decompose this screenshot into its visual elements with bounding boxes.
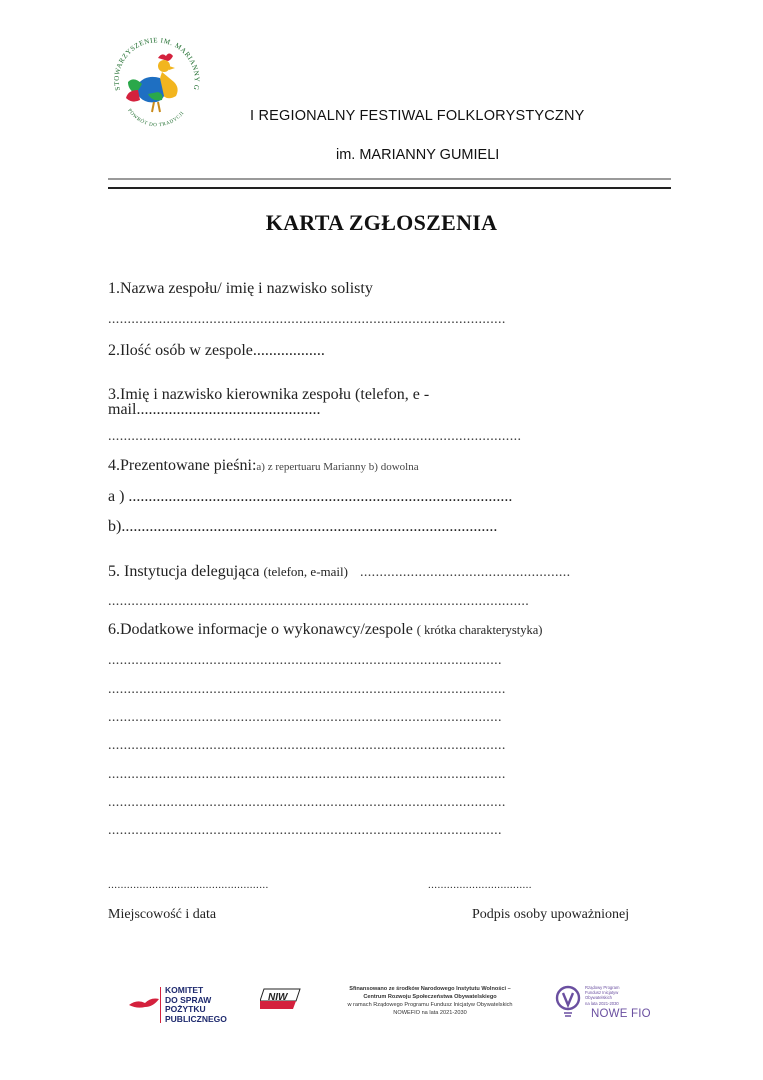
niw-logo — [260, 985, 306, 1025]
field-additional-line-6[interactable]: ...................................................................................................... — [108, 795, 506, 810]
field-songs-note: a) z repertuaru Marianny b) dowolna — [256, 461, 419, 473]
place-date-line[interactable]: ................................................... — [108, 879, 269, 891]
fio-small-4: na lata 2021-2030 — [585, 1000, 619, 1006]
field-team-name-label: 1.Nazwa zespołu/ imię i nazwisko solisty — [108, 280, 373, 297]
form-title: KARTA ZGŁOSZENIA — [265, 210, 498, 235]
field-additional-line-4[interactable]: ...................................................................................................... — [108, 738, 506, 753]
komitet-line-4: PUBLICZNEGO — [165, 1013, 227, 1024]
fio-small-1: Rządowy Program — [585, 985, 620, 990]
fio-emblem-icon — [555, 985, 583, 1019]
field-member-count[interactable]: 2.Ilość osób w zespole.................. — [108, 342, 325, 359]
field-songs-title: 4.Prezentowane pieśni: — [108, 457, 257, 474]
svg-text:POWRÓT DO TRADYCJI — [126, 108, 185, 128]
field-additional-line-7[interactable]: ..................................................................................................... — [108, 823, 502, 838]
field-additional-line-1[interactable]: ..................................................................................................... — [108, 653, 502, 668]
field-additional-line-3[interactable]: ..................................................................................................... — [108, 710, 502, 725]
funding-line-1: Sfinansowano ze środków Narodowego Instytutu Wolności – — [349, 986, 511, 992]
patron-heading: im. MARIANNY GUMIELI — [336, 147, 500, 163]
funding-note — [322, 985, 538, 1017]
logo-motto-text: POWRÓT DO TRADYCJI — [126, 108, 186, 129]
field-additional-line-2[interactable]: ...................................................................................................... — [108, 682, 506, 697]
signature-line[interactable]: ................................. — [428, 879, 532, 891]
field-team-name-line[interactable]: ...................................................................................................... — [108, 312, 506, 327]
field-institution-dots[interactable]: ...................................................... — [359, 565, 571, 580]
poland-eagle-icon — [127, 993, 161, 1013]
field-additional-title: 6.Dodatkowe informacje o wykonawcy/zespole — [108, 621, 413, 638]
niw-text: NIW — [268, 992, 288, 1003]
komitet-line-3: POŻYTKU — [165, 1004, 206, 1014]
fio-small-2: Fundusz Inicjatyw — [585, 990, 619, 996]
logo-ring-text: STOWARZYSZENIE IM. MARIANNY G — [112, 36, 201, 92]
field-additional-note: ( krótka charakterystyka) — [416, 623, 543, 637]
funding-line-2: Centrum Rozwoju Społeczeństwa Obywatelskiego — [363, 994, 497, 1000]
field-leader-label: 3.Imię i nazwisko kierownika zespołu (telefon, e - — [108, 386, 430, 403]
field-additional-line-5[interactable]: ...................................................................................................... — [108, 767, 506, 782]
association-logo — [100, 28, 212, 140]
field-song-a[interactable]: a ) ................................................................................................ — [108, 488, 513, 505]
header-divider-light — [108, 178, 671, 180]
field-songs-label — [108, 457, 419, 475]
nowe-fio-logo — [555, 985, 655, 1025]
field-leader-line[interactable]: .......................................................................................................... — [108, 429, 522, 444]
fio-small-3: Obywatelskich — [585, 995, 612, 1001]
field-institution-label — [108, 563, 571, 581]
festival-heading: I REGIONALNY FESTIWAL FOLKLORYSTYCZNY — [250, 108, 585, 124]
komitet-line-1: KOMITET — [165, 985, 204, 995]
field-institution-title: 5. Instytucja delegująca — [108, 563, 260, 580]
funding-line-4: NOWEFIO na lata 2021-2030 — [393, 1010, 467, 1016]
komitet-logo — [127, 987, 237, 1025]
signature-label: Podpis osoby upoważnionej — [472, 907, 630, 922]
place-date-label: Miejscowość i data — [108, 907, 217, 922]
field-leader-email[interactable]: mail.............................................. — [108, 401, 321, 418]
field-institution-line[interactable]: ............................................................................................................ — [108, 594, 530, 609]
header-divider-dark — [108, 187, 671, 189]
field-song-b[interactable]: b).............................................................................................. — [108, 518, 498, 535]
rooster-icon — [126, 54, 178, 113]
funding-line-3: w ramach Rządowego Programu Fundusz Inicjatyw Obywatelskich — [347, 1002, 513, 1008]
field-additional-label — [108, 621, 542, 639]
field-institution-note: (telefon, e-mail) — [263, 564, 348, 579]
komitet-line-2: DO SPRAW — [165, 994, 212, 1005]
fio-label: NOWE FIO — [591, 1008, 651, 1020]
